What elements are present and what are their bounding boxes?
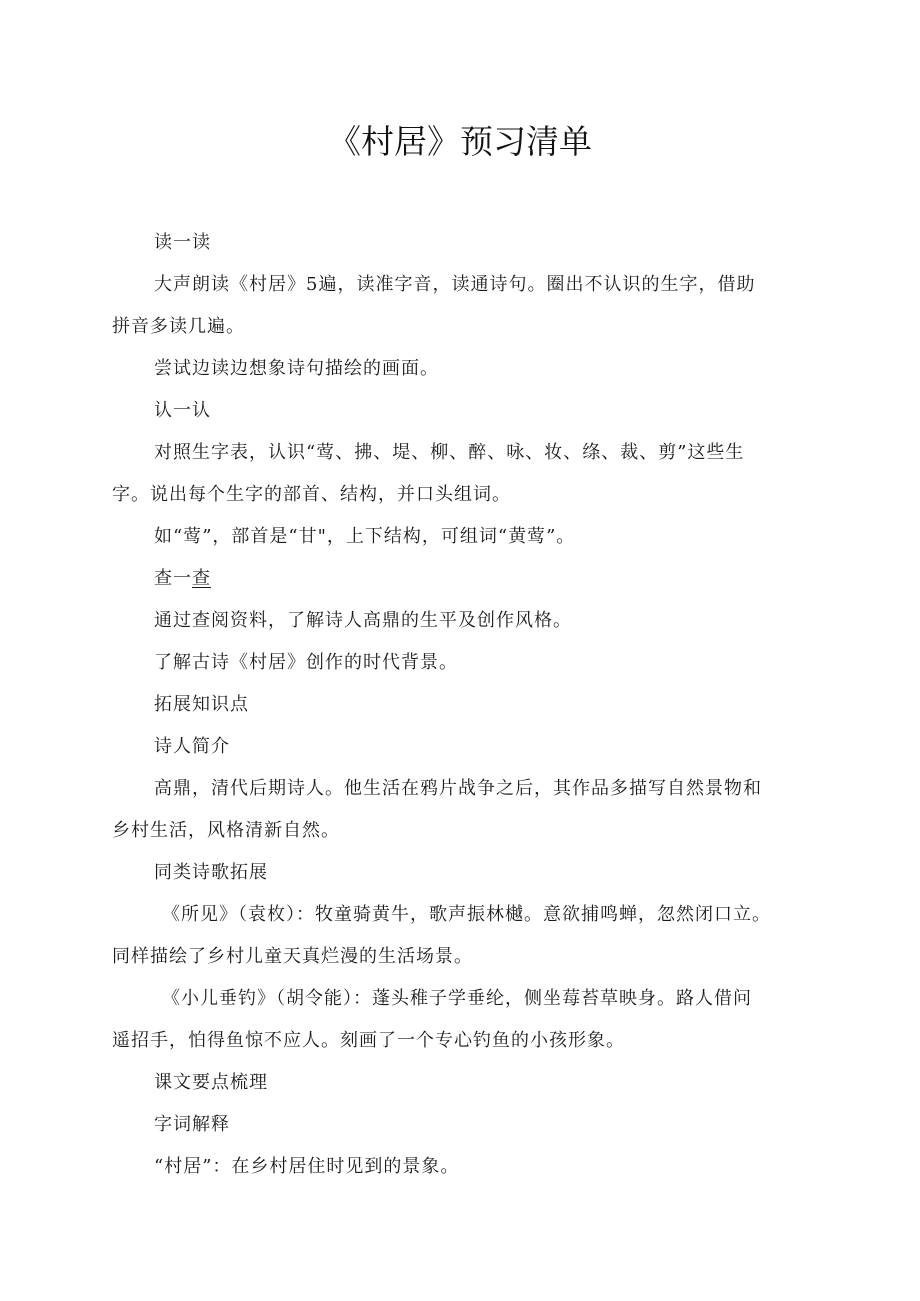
section-heading-key-points: 课文要点梳理 [154, 1072, 268, 1093]
paragraph-line: 《所见》（袁枚）：牧童骑黄牛，歌声振林樾。意欲捕鸣蝉，忽然闭口立。 [162, 904, 771, 925]
paragraph-line: 通过查阅资料，了解诗人高鼎的生平及创作风格。 [154, 610, 572, 631]
paragraph-line: 了解古诗《村居》创作的时代背景。 [154, 652, 458, 673]
subheading-similar-poems: 同类诗歌拓展 [154, 862, 268, 883]
paragraph-line: 尝试边读边想象诗句描绘的画面。 [154, 358, 439, 379]
section-heading-extension: 拓展知识点 [154, 694, 249, 715]
paragraph-line: 大声朗读《村居》5遍，读准字音，读通诗句。圈出不认识的生字，借助 [154, 274, 756, 295]
paragraph-line: 高鼎，清代后期诗人。他生活在鸦片战争之后，其作品多描写自然景物和 [154, 778, 762, 799]
paragraph-line: 拼音多读几遍。 [112, 316, 245, 337]
paragraph-line: 遥招手，怕得鱼惊不应人。刻画了一个专心钓鱼的小孩形象。 [112, 1030, 625, 1051]
section-heading-read: 读一读 [154, 232, 211, 253]
subheading-poet-intro: 诗人简介 [154, 736, 230, 757]
section-heading-lookup [112, 558, 822, 600]
page-title: 《村居》预习清单 [328, 122, 592, 161]
paragraph-line: 乡村生活，风格清新自然。 [112, 820, 340, 841]
paragraph-line: 如“莺”，部首是“甘"，上下结构，可组词“黄莺”。 [154, 526, 576, 547]
document-body [112, 222, 822, 1188]
subheading-word-explanation: 字词解释 [154, 1114, 230, 1135]
heading-text: 查一 [154, 568, 192, 589]
paragraph-line: 《小儿垂钓》（胡令能）：蓬头稚子学垂纶，侧坐莓苔草映身。路人借问 [162, 988, 752, 1009]
paragraph-line: 字。说出每个生字的部首、结构，并口头组词。 [112, 484, 511, 505]
underlined-heading-text: 查 [192, 568, 211, 589]
paragraph-line: “村居”：在乡村居住时见到的景象。 [154, 1156, 460, 1177]
section-heading-recognize: 认一认 [154, 400, 211, 421]
paragraph-line: 同样描绘了乡村儿童天真烂漫的生活场景。 [112, 946, 473, 967]
paragraph-line: 对照生字表，认识“莺、拂、堤、柳、醉、咏、妆、绦、裁、剪”这些生 [154, 442, 745, 463]
